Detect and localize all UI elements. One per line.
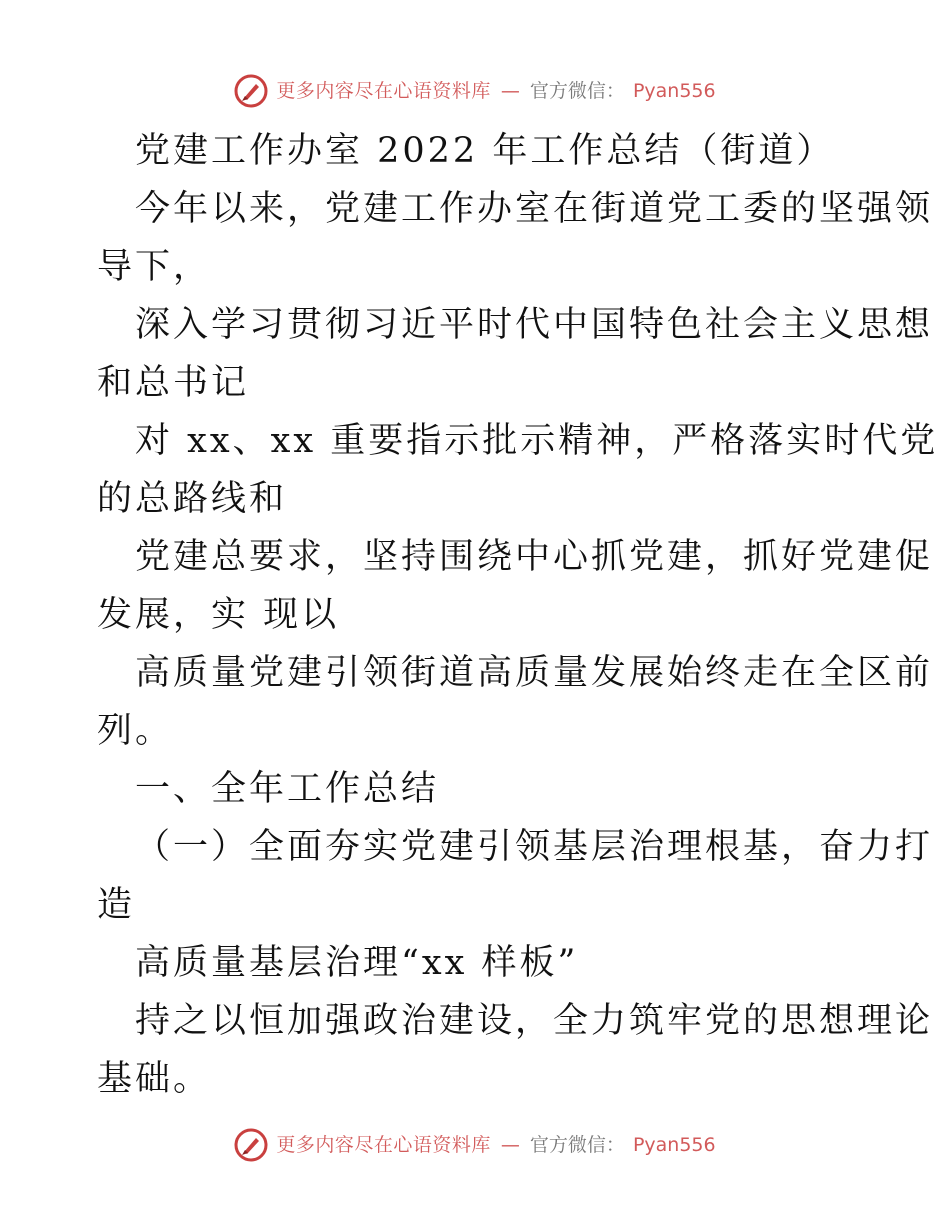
paragraph-line: 导下， [97, 247, 212, 287]
paragraph-line: 和总书记 [97, 363, 250, 403]
section-heading: 一、全年工作总结 [135, 769, 440, 809]
paragraph-line: 对 xx、xx 重要指示批示精神，严格落实时代党 [135, 421, 939, 461]
brand-logo-icon [234, 1128, 268, 1162]
document-body [97, 122, 939, 1108]
watermark-separator: — [500, 79, 520, 102]
watermark-wechat-id: Pyan556 [632, 1133, 716, 1156]
paragraph-line: 发展，实 现以 [97, 595, 340, 635]
paragraph-line: 党建总要求，坚持围绕中心抓党建，抓好党建促 [135, 537, 934, 577]
watermark-wechat-label: 官方微信： [529, 79, 625, 102]
watermark-header [0, 74, 950, 108]
paragraph-line: 深入学习贯彻习近平时代中国特色社会主义思想 [135, 305, 934, 345]
watermark-separator: — [500, 1133, 520, 1156]
subsection-heading: （一）全面夯实党建引领基层治理根基，奋力打 [135, 827, 934, 867]
paragraph-line: 高质量党建引领街道高质量发展始终走在全区前 [135, 653, 934, 693]
subsection-heading: 造 [97, 885, 136, 925]
watermark-footer [0, 1128, 950, 1162]
document-title: 党建工作办室 2022 年工作总结（街道） [135, 131, 835, 171]
watermark-wechat-label: 官方微信： [529, 1133, 625, 1156]
paragraph-line: 基础。 [97, 1059, 212, 1099]
paragraph-line: 今年以来，党建工作办室在街道党工委的坚强领 [135, 189, 934, 229]
watermark-brand-text: 更多内容尽在心语资料库 [276, 1133, 491, 1156]
brand-logo-icon [234, 74, 268, 108]
paragraph-line: 持之以恒加强政治建设，全力筑牢党的思想理论 [135, 1001, 934, 1041]
watermark-wechat-id: Pyan556 [632, 79, 716, 102]
paragraph-line: 的总路线和 [97, 479, 288, 519]
paragraph-line: 列。 [97, 711, 174, 751]
watermark-brand-text: 更多内容尽在心语资料库 [276, 79, 491, 102]
subsection-heading: 高质量基层治理“xx 样板” [135, 943, 579, 983]
